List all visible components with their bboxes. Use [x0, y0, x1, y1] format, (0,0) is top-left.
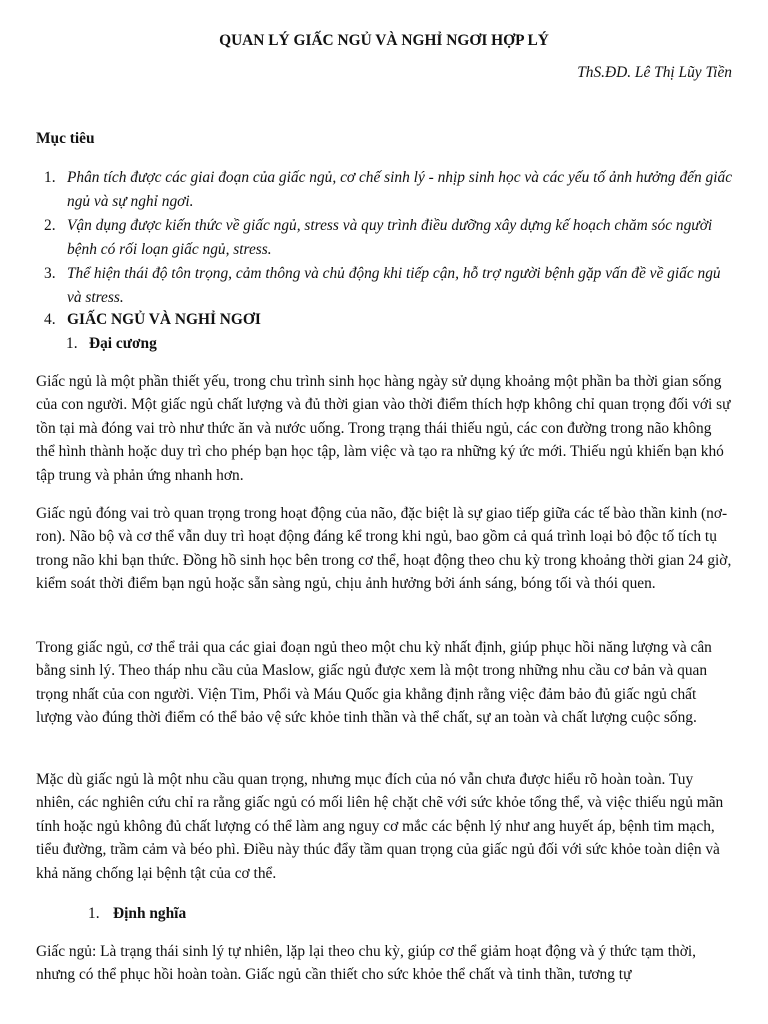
objective-item	[36, 262, 736, 310]
body-paragraph: Giấc ngủ là một phần thiết yếu, trong chu trình sinh học hàng ngày sử dụng khoảng một phần ba thời gian sống của con người. Một giấc ngủ chất lượng và đủ thời gian vào thời điểm thích hợp không chỉ quan trọng đối với sự tồn tại mà đóng vai trò như thức ăn và nước uống. Trong trạng thái thiếu ngủ, các con đường trong não không thể hình thành hoặc duy trì cho phép bạn học tập, làm việc và tạo ra những ký ức mới. Thiếu ngủ khiến bạn khó tập trung và phản ứng nhanh hơn.	[36, 373, 731, 484]
body-paragraph: Trong giấc ngủ, cơ thể trải qua các giai đoạn ngủ theo một chu kỳ nhất định, giúp phục hồi năng lượng và cân bằng sinh lý. Theo tháp nhu cầu của Maslow, giấc ngủ được xem là một trong những nhu cầu cơ bản và quan trọng nhất của con người. Viện Tim, Phổi và Máu Quốc gia khẳng định rằng việc đảm bảo đủ giấc ngủ chất lượng vào đúng thời điểm có thể bảo vệ sức khỏe tinh thần và thể chất, sự an toàn và chất lượng cuộc sống.	[36, 639, 712, 727]
subsection-heading	[36, 332, 736, 356]
subsection-title: Đại cương	[89, 335, 157, 352]
subsection-title: Định nghĩa	[113, 905, 187, 922]
section-number: 4.	[44, 311, 56, 328]
list-number: 1.	[44, 169, 56, 186]
subsection-heading	[36, 902, 736, 926]
objective-item	[36, 214, 736, 262]
objectives-heading: Mục tiêu	[36, 130, 95, 147]
definition-paragraph: Giấc ngủ: Là trạng thái sinh lý tự nhiên, lặp lại theo chu kỳ, giúp cơ thể giảm hoạt động và ý thức tạm thời, nhưng có thể phục hồi hoàn toàn. Giấc ngủ cần thiết cho sức khỏe thể chất và tinh thần, tương tự	[36, 943, 696, 984]
objective-text: Phân tích được các giai đoạn của giấc ngủ, cơ chế sinh lý - nhịp sinh học và các yếu tố ảnh hưởng đến giấc ngủ và sự nghỉ ngơi.	[67, 169, 733, 210]
body-paragraph: Giấc ngủ đóng vai trò quan trọng trong hoạt động của não, đặc biệt là sự giao tiếp giữa các tế bào thần kinh (nơ-ron). Não bộ và cơ thể vẫn duy trì hoạt động đáng kể trong khi ngủ, bao gồm cả quá trình loại bỏ độc tố tích tụ trong não khi bạn thức. Đồng hồ sinh học bên trong cơ thể, hoạt động theo chu kỳ trong khoảng thời gian 24 giờ, kiểm soát thời điểm bạn ngủ hoặc sẵn sàng ngủ, chịu ảnh hưởng bởi ánh sáng, bóng tối và thói quen.	[36, 505, 732, 593]
subsection-number: 1.	[66, 335, 78, 352]
list-number: 2.	[44, 217, 56, 234]
objective-item	[36, 166, 736, 214]
document-title: QUAN LÝ GIẤC NGỦ VÀ NGHỈ NGƠI HỢP LÝ	[219, 32, 549, 49]
objective-text: Thể hiện thái độ tôn trọng, cảm thông và chủ động khi tiếp cận, hỗ trợ người bệnh gặp vấn đề về giấc ngủ và stress.	[67, 265, 721, 306]
body-paragraph: Mặc dù giấc ngủ là một nhu cầu quan trọng, nhưng mục đích của nó vẫn chưa được hiểu rõ hoàn toàn. Tuy nhiên, các nghiên cứu chỉ ra rằng giấc ngủ có mối liên hệ chặt chẽ với sức khỏe tổng thể, và việc thiếu ngủ mãn tính hoặc ngủ không đủ chất lượng có thể làm ang nguy cơ mắc các bệnh lý như ang huyết áp, bệnh tim mạch, tiểu đường, trầm cảm và béo phì. Điều này thúc đẩy tầm quan trọng của giấc ngủ đối với sức khỏe toàn diện và khả năng chống lại bệnh tật của cơ thể.	[36, 771, 724, 882]
list-number: 3.	[44, 265, 56, 282]
subsection-number: 1.	[88, 905, 100, 922]
section-heading	[36, 308, 736, 332]
section-title: GIẤC NGỦ VÀ NGHỈ NGƠI	[67, 311, 261, 328]
author-line: ThS.ĐD. Lê Thị Lũy Tiền	[577, 64, 732, 81]
objective-text: Vận dụng được kiến thức về giấc ngủ, stress và quy trình điều dưỡng xây dựng kế hoạch chăm sóc người bệnh có rối loạn giấc ngủ, stress.	[67, 217, 713, 258]
